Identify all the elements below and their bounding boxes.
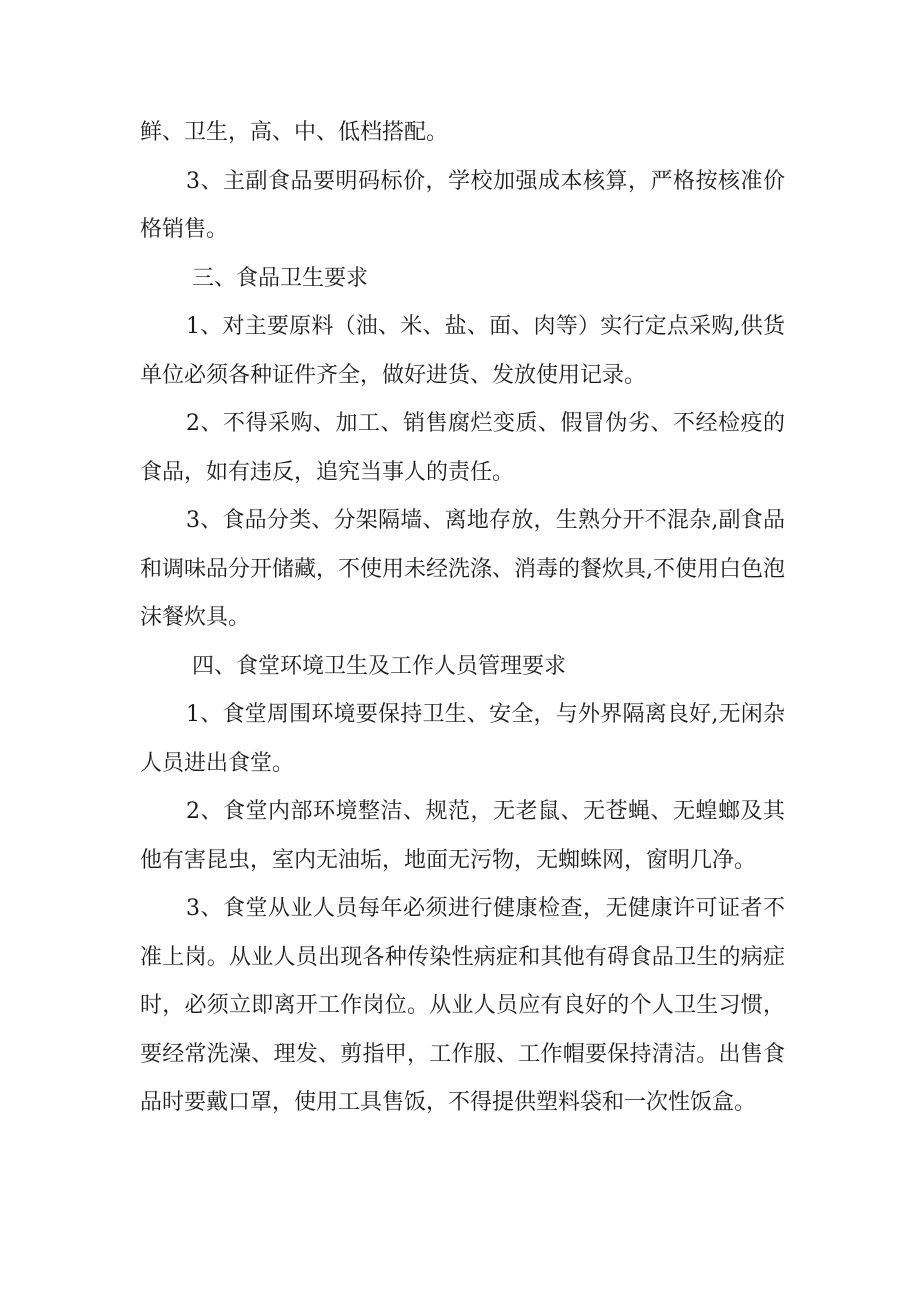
paragraph-continuation: 鲜、卫生，高、中、低档搭配。 xyxy=(140,120,449,145)
paragraph-item-staff: 3、食堂从业人员每年必须进行健康检查，无健康许可证者不准上岗。从业人员出现各种传染性病症和其他有碍食品卫生的病症时，必须立即离开工作岗位。从业人员应有良好的个人卫生习惯，要经常洗澡、理发、剪指甲，工作服、工作帽要保持清洁。出售食品时要戴口罩，使用工具售饭，不得提供塑料袋和一次性饭盒。 xyxy=(140,896,785,1115)
paragraph-item-interior: 2、食堂内部环境整洁、规范，无老鼠、无苍蝇、无蝗螂及其他有害昆虫，室内无油垢，地面无污物，无蜘蛛网，窗明几净。 xyxy=(140,799,785,873)
paragraph-item-pricing: 3、主副食品要明码标价，学校加强成本核算，严格按核准价格销售。 xyxy=(140,168,785,242)
section-heading-food-hygiene: 三、食品卫生要求 xyxy=(192,265,369,291)
paragraph-item-storage: 3、食品分类、分架隔墙、离地存放，生熟分开不混杂,副食品和调味品分开储藏，不使用未经洗涤、消毒的餐炊具,不使用白色泡沫餐炊具。 xyxy=(140,508,785,630)
section-heading-canteen-environment: 四、食堂环境卫生及工作人员管理要求 xyxy=(192,653,567,679)
paragraph-item-procurement: 1、对主要原料（油、米、盐、面、肉等）实行定点采购,供货单位必须各种证件齐全，做好进货、发放使用记录。 xyxy=(140,314,785,388)
paragraph-item-surroundings: 1、食堂周围环境要保持卫生、安全，与外界隔离良好,无闲杂人员进出食堂。 xyxy=(140,702,785,776)
paragraph-item-prohibited-food: 2、不得采购、加工、销售腐烂变质、假冒伪劣、不经检疫的食品，如有违反，追究当事人的责任。 xyxy=(140,411,785,485)
document-body xyxy=(140,109,785,1128)
